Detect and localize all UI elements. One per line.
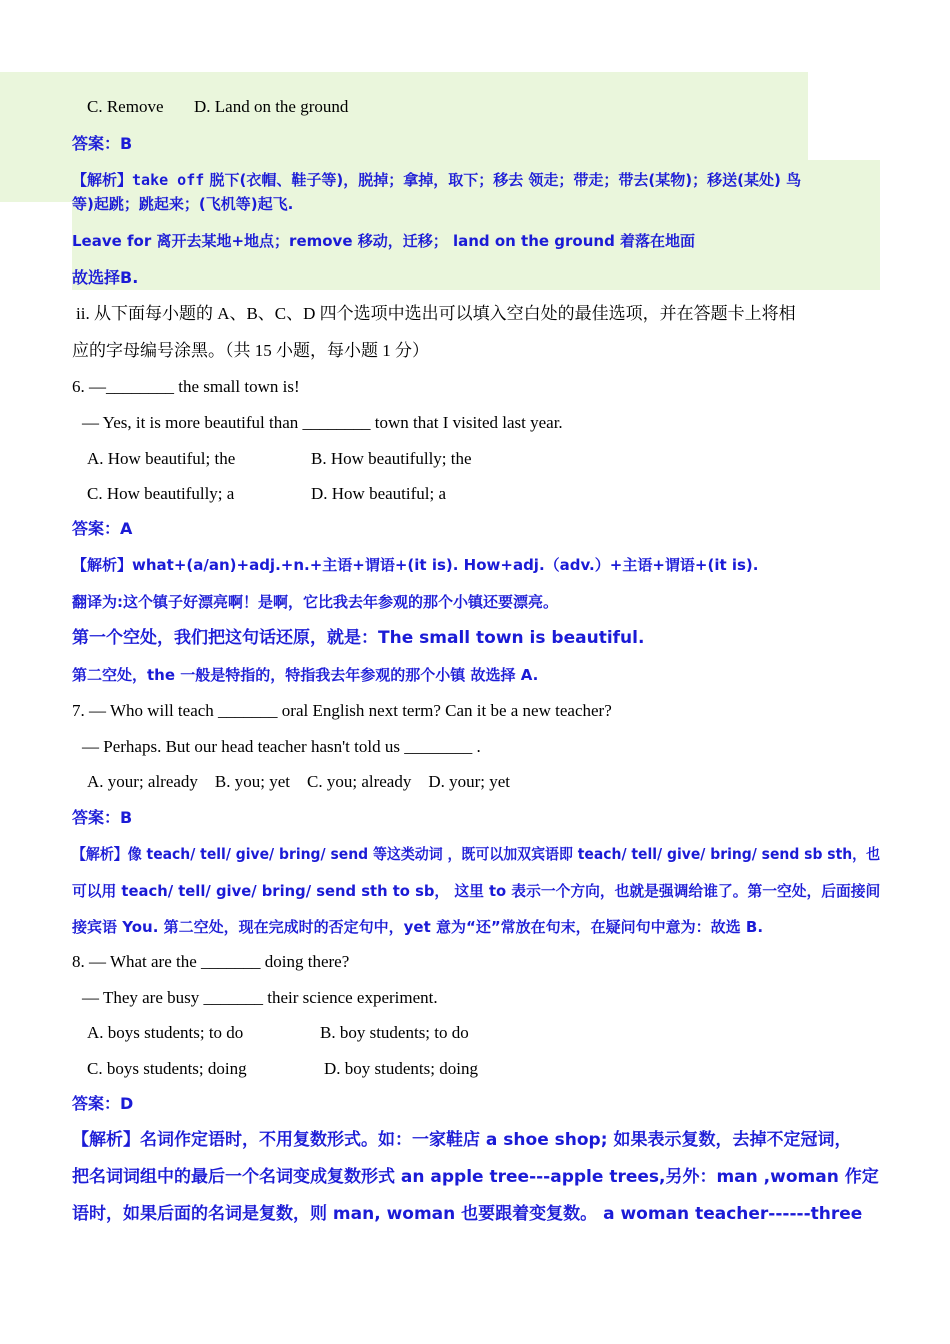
- q5-option-c: C. Remove: [87, 97, 164, 116]
- q5-answer: 答案：B: [72, 134, 133, 153]
- q7-explanation-line1: 【解析】像 teach/ tell/ give/ bring/ send 等这类动词 ，既可以加双宾语即 teach/ tell/ give/ bring/ send sb sth，也: [72, 845, 881, 863]
- q5-explanation-line1: [72, 169, 801, 191]
- q7-stem-line2: — Perhaps. But our head teacher hasn't told us ________ .: [82, 737, 481, 756]
- q8-option-c: C. boys students; doing: [87, 1059, 247, 1078]
- explanation-label: 【解析】: [72, 171, 133, 189]
- q5-option-d: D. Land on the ground: [194, 97, 349, 116]
- q5-explanation-line4: 故选择B.: [72, 268, 139, 287]
- explanation-keyword: take off: [132, 171, 205, 189]
- explanation-text: 脱下(衣帽、鞋子等)，脱掉；拿掉，取下；移去 领走；带走；带去(某物)；移送(某处) 鸟: [209, 171, 802, 189]
- q7-stem-line1: 7. — Who will teach _______ oral English next term? Can it be a new teacher?: [72, 701, 612, 720]
- q6-option-b: B. How beautifully; the: [311, 449, 472, 468]
- q7-explanation-line3: 接宾语 You. 第二空处，现在完成时的否定句中，yet 意为“还”常放在句末，在疑问句中意为：故选 B.: [72, 918, 764, 936]
- q8-option-d: D. boy students; doing: [324, 1059, 478, 1078]
- q7-answer: 答案：B: [72, 808, 133, 827]
- q6-stem-line1: 6. —________ the small town is!: [72, 377, 300, 396]
- q5-explanation-line2: 等)起跳；跳起来；(飞机等)起飞.: [72, 195, 294, 213]
- q7-explanation-line2: 可以用 teach/ tell/ give/ bring/ send sth to sb， 这里 to 表示一个方向，也就是强调给谁了。第一空处，后面接间: [72, 882, 881, 900]
- q6-option-c: C. How beautifully; a: [87, 484, 235, 503]
- q6-explanation-line2: 翻译为:这个镇子好漂亮啊！是啊，它比我去年参观的那个小镇还要漂亮。: [72, 593, 559, 611]
- q6-explanation-line3: 第一个空处，我们把这句话还原，就是：The small town is beautiful.: [72, 628, 645, 648]
- section-ii-instruction-line2: 应的字母编号涂黑。（共 15 小题，每小题 1 分）: [72, 341, 429, 360]
- q5-options-cd: [87, 96, 348, 118]
- q6-answer: 答案：A: [72, 519, 133, 538]
- section-ii-instruction-line1: ii. 从下面每小题的 A、B、C、D 四个选项中选出可以填入空白处的最佳选项，并在答题卡上将相: [76, 304, 796, 323]
- q8-option-b: B. boy students; to do: [320, 1023, 469, 1042]
- q8-answer: 答案：D: [72, 1094, 134, 1113]
- q5-explanation-line3: Leave for 离开去某地+地点；remove 移动，迁移； land on the ground 着落在地面: [72, 232, 696, 250]
- q6-explanation-line4: 第二空处，the 一般是特指的，特指我去年参观的那个小镇 故选择 A.: [72, 666, 539, 684]
- q6-explanation-line1: 【解析】what+(a/an)+adj.+n.+主语+谓语+(it is). How+adj.（adv.）+主语+谓语+(it is).: [72, 556, 759, 574]
- q8-explanation-line3: 语时，如果后面的名词是复数，则 man, woman 也要跟着变复数。 a woman teacher------three: [72, 1204, 863, 1224]
- q6-option-d: D. How beautiful; a: [311, 484, 447, 503]
- q6-option-a: A. How beautiful; the: [87, 449, 236, 468]
- q7-options: A. your; already B. you; yet C. you; already D. your; yet: [87, 772, 511, 791]
- q8-explanation-line2: 把名词词组中的最后一个名词变成复数形式 an apple tree---apple trees,另外：man ,woman 作定: [72, 1167, 879, 1187]
- q6-stem-line2: — Yes, it is more beautiful than ________ town that I visited last year.: [82, 413, 563, 432]
- q8-stem-line2: — They are busy _______ their science experiment.: [82, 988, 438, 1007]
- q8-explanation-line1: 【解析】名词作定语时，不用复数形式。如：一家鞋店 a shoe shop; 如果表示复数，去掉不定冠词，: [72, 1130, 852, 1150]
- q8-stem-line1: 8. — What are the _______ doing there?: [72, 952, 350, 971]
- q8-option-a: A. boys students; to do: [87, 1023, 244, 1042]
